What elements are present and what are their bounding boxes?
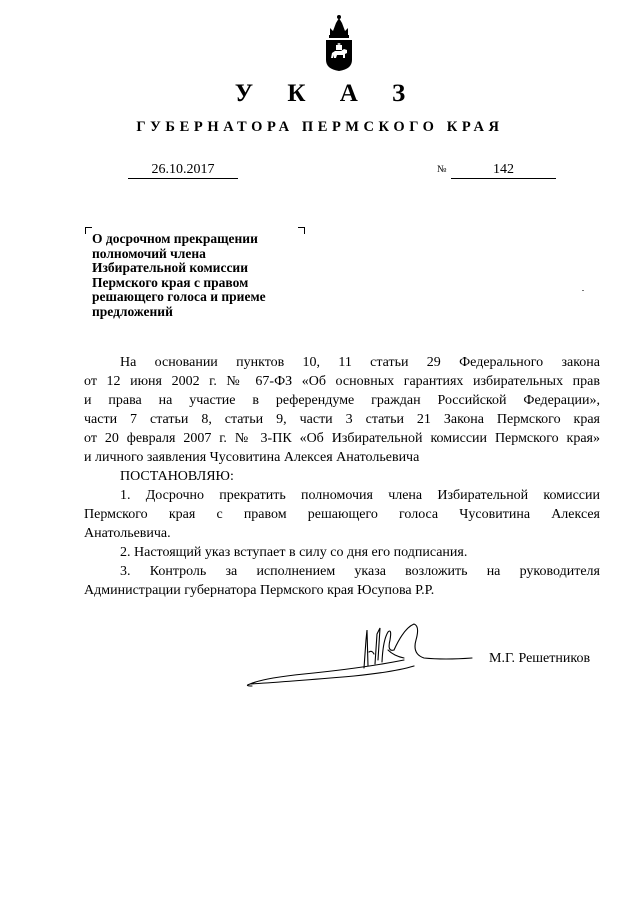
document-subject xyxy=(92,232,307,319)
subject-line: решающего голоса и приеме xyxy=(92,289,266,304)
item-3-line: 3. Контроль за исполнением указа возложить на руководителя xyxy=(120,564,600,579)
subject-line: полномочий члена xyxy=(92,245,206,261)
handwritten-signature xyxy=(244,620,484,690)
item-2: 2. Настоящий указ вступает в силу со дня его подписания. xyxy=(120,545,468,560)
body-line: части 7 статьи 8, статьи 9, части 3 статьи 21 Закона Пермского края xyxy=(84,412,600,427)
body-line: от 12 июня 2002 г. № 67-ФЗ «Об основных гарантиях избирательных прав xyxy=(84,374,600,389)
document-date: 26.10.2017 xyxy=(128,161,238,179)
item-3-line: Администрации губернатора Пермского края Юсупова Р.Р. xyxy=(84,583,435,598)
body-line: и права на участие в референдуме граждан Российской Федерации», xyxy=(84,393,600,408)
document-number: 142 xyxy=(451,161,556,179)
body-line: и личного заявления Чусовитина Алексея Анатольевича xyxy=(84,450,420,465)
document-title: У К А З xyxy=(234,80,420,107)
decree-word: ПОСТАНОВЛЯЮ: xyxy=(120,469,234,484)
body-line: от 20 февраля 2007 г. № 3-ПК «Об Избирательной комиссии Пермского края» xyxy=(84,431,600,446)
coat-of-arms-icon xyxy=(323,14,355,72)
signer-name: М.Г. Решетников xyxy=(489,651,591,666)
item-1-line: Анатольевича. xyxy=(84,526,171,541)
body-line: На основании пунктов 10, 11 статьи 29 Федерального закона xyxy=(120,355,600,370)
scan-speck xyxy=(582,290,584,291)
item-1-line: Пермского края с правом решающего голоса Чусовитина Алексея xyxy=(84,507,600,522)
subject-corner-left xyxy=(85,227,92,234)
number-sign: № xyxy=(437,164,447,175)
document-body xyxy=(84,353,600,600)
item-1-line: 1. Досрочно прекратить полномочия члена Избирательной комиссии xyxy=(120,488,600,503)
subject-line: О досрочном прекращении xyxy=(92,231,258,246)
subject-line: предложений xyxy=(92,303,173,319)
document-subtitle: ГУБЕРНАТОРА ПЕРМСКОГО КРАЯ xyxy=(136,119,504,135)
subject-line: Пермского края с правом xyxy=(92,274,249,290)
subject-line: Избирательной комиссии xyxy=(92,260,248,275)
